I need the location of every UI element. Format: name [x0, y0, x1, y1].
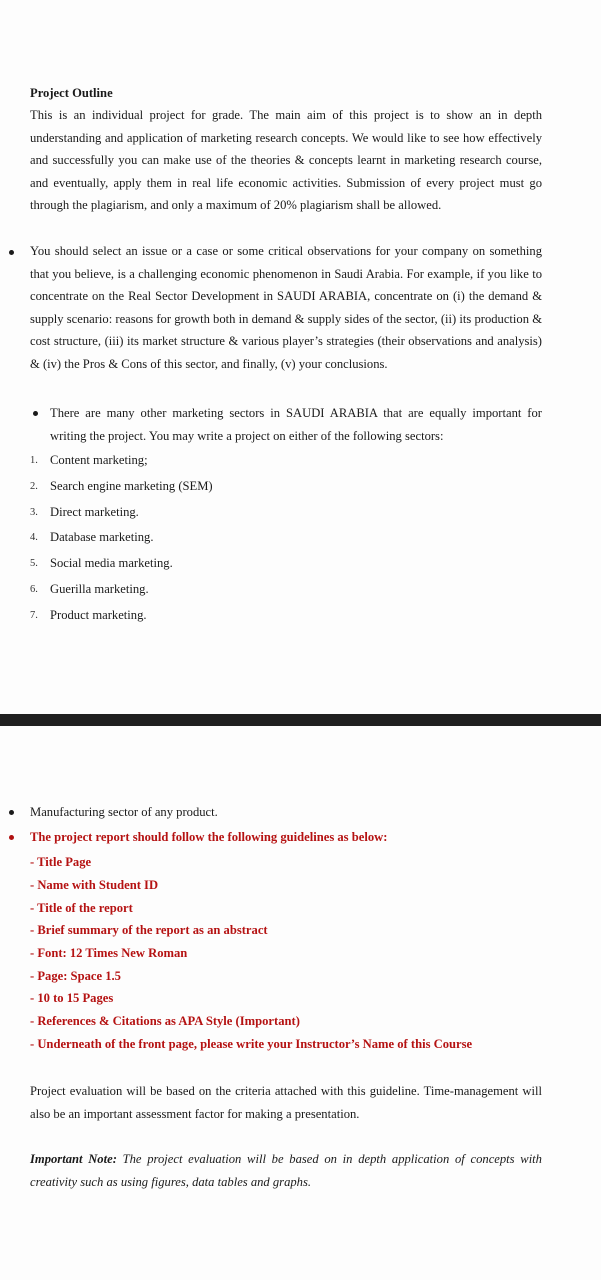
guideline-report-title: - Title of the report [30, 901, 133, 915]
important-note-body: The project evaluation will be based on in depth application of concepts with creativity such as using figures, data tables and graphs. [30, 1152, 542, 1189]
sector-item-guerilla: Guerilla marketing. [50, 582, 149, 596]
document-page-bottom [0, 726, 601, 1280]
sector-item-database-marketing: Database marketing. [50, 530, 154, 544]
sector-item-direct-marketing: Direct marketing. [50, 505, 139, 519]
sector-item-social-media: Social media marketing. [50, 556, 173, 570]
bullet-select-issue: You should select an issue or a case or some critical observations for your company on something that you believe, is a challenging economic phenomenon in Saudi Arabia. For example, if you like to concentrate on the Real Sector Development in SAUDI ARABIA, concentrate on (i) the demand & supply scenario: reasons for growth both in demand & supply sides of the sector, (ii) its production & cost structure, (iii) its market structure & various player’s strategies (their observations and analysis) & (iv) the Pros & Cons of this sector, and finally, (v) your conclusions. [30, 244, 542, 371]
sector-item-content-marketing: Content marketing; [50, 453, 148, 467]
guidelines-heading: The project report should follow the following guidelines as below: [30, 830, 388, 844]
project-outline-heading: Project Outline [30, 86, 113, 100]
important-note [30, 1148, 542, 1193]
guideline-instructor-name: - Underneath of the front page, please write your Instructor’s Name of this Course [30, 1037, 473, 1051]
list-number: 3. [30, 507, 38, 518]
list-number: 2. [30, 481, 38, 492]
list-number: 5. [30, 558, 38, 569]
sector-item-product-marketing: Product marketing. [50, 608, 147, 622]
guideline-abstract: - Brief summary of the report as an abstract [30, 923, 268, 937]
bullet-icon [33, 411, 38, 416]
guideline-page-count: - 10 to 15 Pages [30, 991, 114, 1005]
list-number: 1. [30, 455, 38, 466]
bullet-icon [9, 810, 14, 815]
list-number: 6. [30, 584, 38, 595]
guideline-references: - References & Citations as APA Style (Important) [30, 1014, 300, 1028]
bullet-icon [9, 250, 14, 255]
intro-paragraph: This is an individual project for grade. The main aim of this project is to show an in depth understanding and application of marketing research concepts. We would like to see how effectively and successfully you can make use of the theories & concepts learnt in marketing research course, and eventually, apply them in real life economic activities. Submission of every project must go through the plagiarism, and only a maximum of 20% plagiarism shall be allowed. [30, 108, 542, 212]
list-number: 4. [30, 532, 38, 543]
guideline-name-id: - Name with Student ID [30, 878, 159, 892]
important-note-label: Important Note: [30, 1152, 117, 1166]
bullet-manufacturing: Manufacturing sector of any product. [30, 805, 218, 819]
guideline-font: - Font: 12 Times New Roman [30, 946, 188, 960]
guideline-title-page: - Title Page [30, 855, 92, 869]
list-number: 7. [30, 610, 38, 621]
sector-item-sem: Search engine marketing (SEM) [50, 479, 213, 493]
bullet-icon [9, 835, 14, 840]
bullet-other-sectors: There are many other marketing sectors in SAUDI ARABIA that are equally important for writing the project. You may write a project on either of the following sectors: [50, 406, 542, 443]
guideline-spacing: - Page: Space 1.5 [30, 969, 121, 983]
evaluation-paragraph: Project evaluation will be based on the criteria attached with this guideline. Time-management will also be an important assessment factor for making a presentation. [30, 1084, 542, 1121]
page-divider [0, 714, 601, 726]
